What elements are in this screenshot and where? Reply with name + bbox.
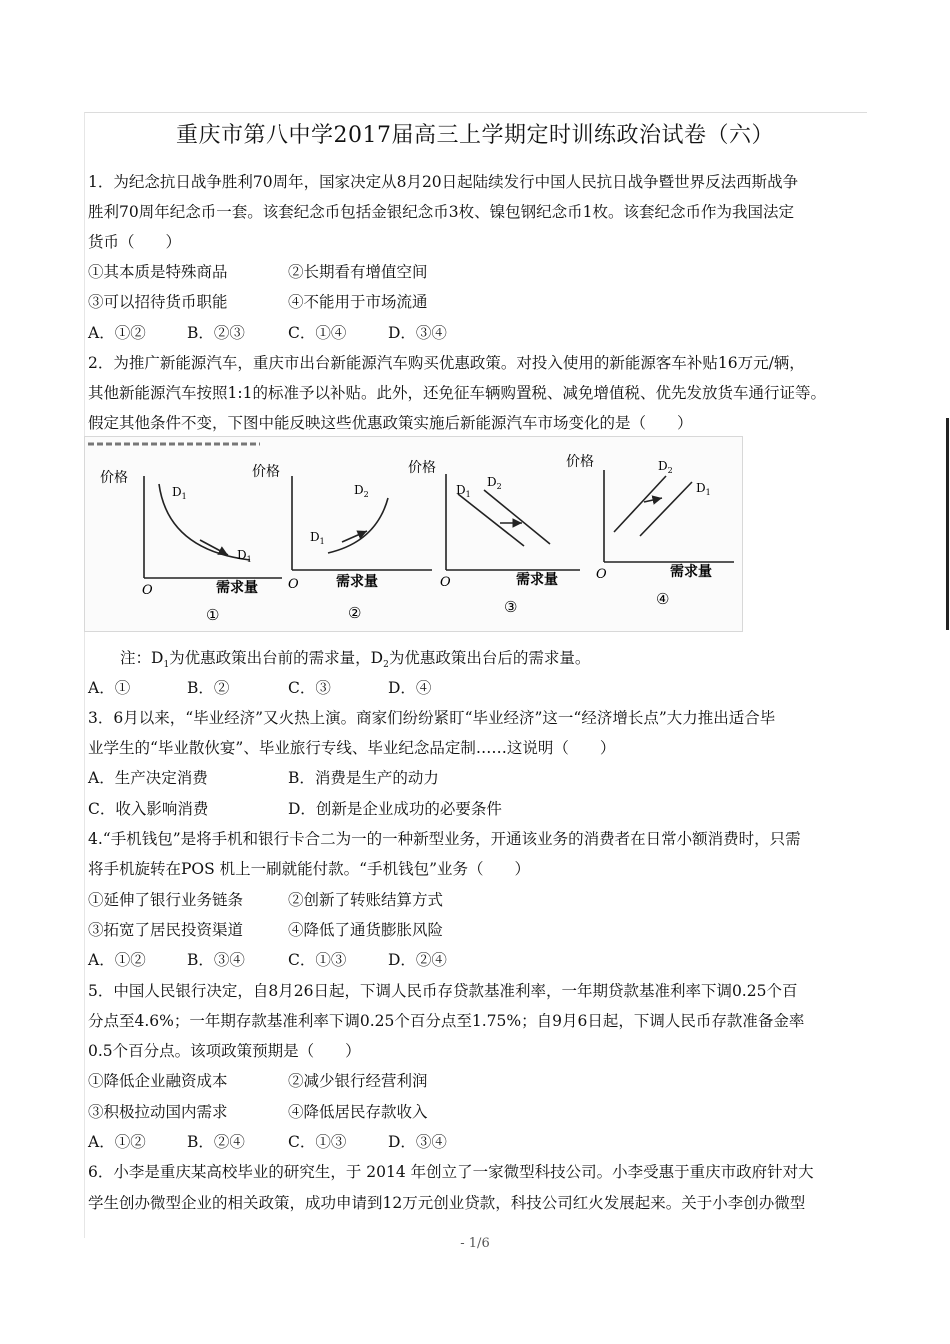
- graph-2-y-label: 价格: [252, 464, 280, 480]
- q1-option-a: A．①②: [88, 324, 146, 342]
- page-number: - 1/6: [460, 1236, 490, 1251]
- q5-option-d: D．③④: [388, 1133, 447, 1151]
- q5-option-a: A．①②: [88, 1133, 146, 1151]
- graph-2-origin: O: [288, 577, 299, 592]
- q1-line-1: 1．为纪念抗日战争胜利70周年，国家决定从8月20日起陆续发行中国人民抗日战争暨世界反法西斯战争: [88, 173, 799, 191]
- q2-figure-note: 注：$D_1$为优惠政策出台前的需求量，$D_2$为优惠政策出台后的需求量。: [120, 649, 591, 671]
- q2-line-3: 假定其他条件不变，下图中能反映这些优惠政策实施后新能源汽车市场变化的是（ ）: [88, 414, 693, 432]
- q2-option-d: D．④: [388, 679, 432, 697]
- q5-statement-2: ②减少银行经营利润: [288, 1072, 428, 1090]
- q2-option-a: A．①: [88, 679, 131, 697]
- q5-statement-3: ③积极拉动国内需求: [88, 1103, 228, 1121]
- q1-statement-1: ①其本质是特殊商品: [88, 263, 228, 281]
- q1-option-b: B．②③: [187, 324, 245, 342]
- q5-line-3: 0.5个百分点。该项政策预期是（ ）: [88, 1042, 361, 1060]
- q5-option-c: C．①③: [288, 1133, 347, 1151]
- q6-line-1: 6．小李是重庆某高校毕业的研究生，于 2014 年创立了一家微型科技公司。小李受惠于重庆市政府针对大: [88, 1163, 814, 1181]
- q1-option-d: D．③④: [388, 324, 447, 342]
- q1-line-2: 胜利70周年纪念币一套。该套纪念币包括金银纪念币3枚、镍包钢纪念币1枚。该套纪念币作为我国法定: [88, 203, 794, 221]
- q1-statement-2: ②长期看有增值空间: [288, 263, 428, 281]
- q3-option-c: C．收入影响消费: [88, 800, 209, 818]
- graph-2-number: ②: [348, 604, 362, 622]
- graph-1-d1: $D_1$: [172, 485, 187, 501]
- q5-line-1: 5．中国人民银行决定，自8月26日起，下调人民币存贷款基准利率，一年期贷款基准利率下调0.25个百: [88, 982, 798, 1000]
- q4-option-a: A．①②: [88, 951, 146, 969]
- graph-1-y-label: 价格: [100, 470, 128, 486]
- q2-option-c: C．③: [288, 679, 331, 697]
- q1-statement-4: ④不能用于市场流通: [288, 293, 428, 311]
- q4-line-1: 4.“手机钱包”是将手机和银行卡合二为一的一种新型业务，开通该业务的消费者在日常小额消费时，只需: [88, 830, 801, 848]
- q4-line-2: 将手机旋转在POS 机上一刷就能付款。“手机钱包”业务（ ）: [88, 860, 531, 878]
- q1-line-3: 货币（ ）: [88, 233, 182, 251]
- q3-line-1: 3．6月以来，“毕业经济”又火热上演。商家们纷纷紧盯“毕业经济”这一“经济增长点”大力推出适合毕: [88, 709, 776, 727]
- q3-option-d: D．创新是企业成功的必要条件: [288, 800, 502, 818]
- graph-4-number: ④: [656, 590, 670, 608]
- graph-4-d1: $D_1$: [696, 481, 711, 497]
- graph-2-d2: $D_2$: [354, 483, 369, 499]
- graph-1-origin: O: [142, 583, 153, 598]
- graph-2-x-label: 需求量: [336, 574, 378, 590]
- graph-1-number: ①: [206, 606, 220, 624]
- q2-line-1: 2．为推广新能源汽车，重庆市出台新能源汽车购买优惠政策。对投入使用的新能源客车补贴16万元/辆，: [88, 354, 805, 372]
- graph-3-x-label: 需求量: [516, 572, 558, 588]
- graph-3-d2: $D_2$: [487, 475, 502, 491]
- q5-option-b: B．②④: [187, 1133, 245, 1151]
- graph-4-x-label: 需求量: [670, 564, 712, 580]
- q4-option-c: C．①③: [288, 951, 347, 969]
- graph-3-y-label: 价格: [408, 460, 436, 476]
- graph-3-number: ③: [504, 598, 518, 616]
- q3-option-b: B．消费是生产的动力: [288, 769, 439, 787]
- q4-statement-2: ②创新了转账结算方式: [288, 891, 444, 909]
- graph-4-d2: $D_2$: [658, 459, 673, 475]
- q3-line-2: 业学生的“毕业散伙宴”、毕业旅行专线、毕业纪念品定制……这说明（ ）: [88, 739, 616, 757]
- edge-mark: [946, 418, 949, 630]
- graph-1-x-label: 需求量: [216, 580, 258, 596]
- q6-line-2: 学生创办微型企业的相关政策，成功申请到12万元创业贷款，科技公司红火发展起来。关于小李创办微型: [88, 1194, 806, 1212]
- graph-1-d2: $D_1$: [237, 548, 252, 564]
- graph-3-d1: $D_1$: [456, 483, 471, 499]
- q5-statement-1: ①降低企业融资成本: [88, 1072, 228, 1090]
- q1-option-c: C．①④: [288, 324, 347, 342]
- graph-4-origin: O: [596, 567, 607, 582]
- q4-statement-1: ①延伸了银行业务链条: [88, 891, 244, 909]
- q4-option-b: B．③④: [187, 951, 245, 969]
- q1-statement-3: ③可以招待货币职能: [88, 293, 228, 311]
- q5-statement-4: ④降低居民存款收入: [288, 1103, 428, 1121]
- q2-line-2: 其他新能源汽车按照1:1的标准予以补贴。此外，还免征车辆购置税、减免增值税、优先发放货车通行证等。: [88, 384, 826, 402]
- demand-curves-figure: [84, 436, 744, 632]
- q5-line-2: 分点至4.6%；一年期存款基准利率下调0.25个百分点至1.75%；自9月6日起，下调人民币存款准备金率: [88, 1012, 805, 1030]
- graph-4-y-label: 价格: [566, 454, 594, 470]
- q4-option-d: D．②④: [388, 951, 447, 969]
- q4-statement-3: ③拓宽了居民投资渠道: [88, 921, 244, 939]
- page-title: 重庆市第八中学2017届高三上学期定时训练政治试卷（六）: [176, 123, 774, 148]
- graph-2-d1: $D_1$: [310, 530, 325, 546]
- q2-option-b: B．②: [187, 679, 230, 697]
- q4-statement-4: ④降低了通货膨胀风险: [288, 921, 444, 939]
- graph-3-origin: O: [440, 575, 451, 590]
- q3-option-a: A．生产决定消费: [88, 769, 208, 787]
